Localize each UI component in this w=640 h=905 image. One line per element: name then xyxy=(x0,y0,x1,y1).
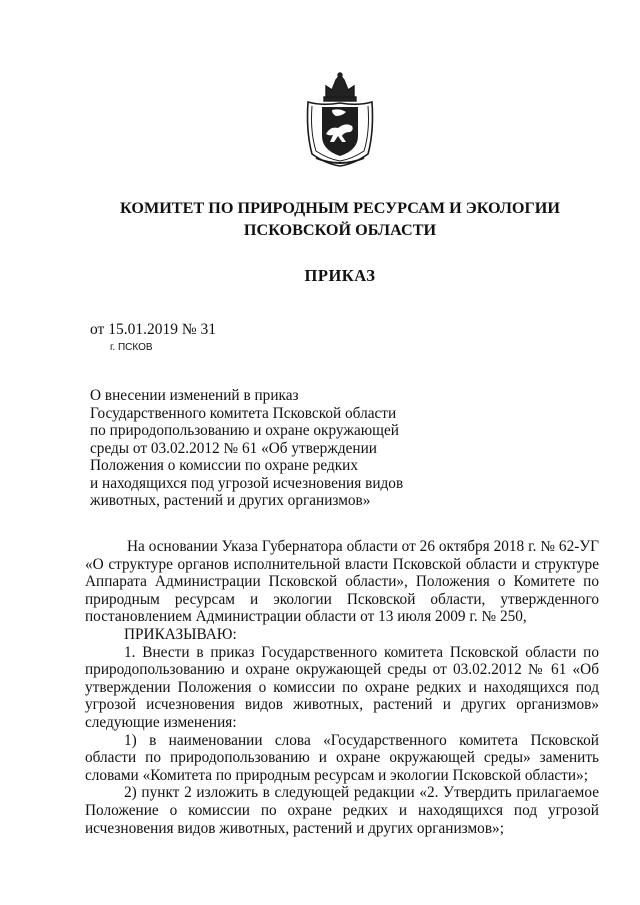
organization-line-2: ПСКОВСКОЙ ОБЛАСТИ xyxy=(243,221,437,239)
document-subject xyxy=(90,387,403,510)
organization-name xyxy=(100,197,580,241)
organization-line-1: КОМИТЕТ ПО ПРИРОДНЫМ РЕСУРСАМ И ЭКОЛОГИИ xyxy=(120,199,560,217)
item-1-subitem-1: 1) в наименовании слова «Государственного комитета Псковской области по природопользованию и охране окружающей среды» заменить словами «Комитета по природным ресурсам и экологии Псковской области»; xyxy=(85,731,599,784)
item-1-paragraph: 1. Внести в приказ Государственного комитета Псковской области по природопользованию и охране окружающей среды от 03.02.2012 № 61 «Об утверждении Положения о комиссии по охране редких и находящихся под угрозой исчезновения видов животных, растений и других организмов» следующие изменения: xyxy=(85,643,599,731)
order-word: ПРИКАЗЫВАЮ: xyxy=(124,625,237,643)
subject-line: животных, растений и других организмов» xyxy=(90,492,371,509)
subject-line: Положения о комиссии по охране редких xyxy=(90,457,359,474)
document-type: ПРИКАЗ xyxy=(304,266,376,285)
subject-line: Государственного комитета Псковской области xyxy=(90,404,397,422)
subject-line: среды от 03.02.2012 № 61 «Об утверждении xyxy=(90,439,377,457)
item-1-subitem-2: 2) пункт 2 изложить в следующей редакции «2. Утвердить прилагаемое Положение о комиссии по охране редких и находящихся под угрозой исчезновения видов животных, растений и других организмов»; xyxy=(85,784,599,837)
document-body xyxy=(85,538,599,837)
subject-line: и находящихся под угрозой исчезновения видов xyxy=(90,474,404,492)
subject-line: по природопользованию и охране окружающей xyxy=(90,422,399,439)
date-and-number: от 15.01.2019 № 31 xyxy=(90,321,216,338)
preamble-paragraph: На основании Указа Губернатора области от 26 октября 2018 г. № 62-УГ «О структуре органов исполнительной власти Псковской области и структуре Аппарата Администрации Псковской области», Положения о Комитете по природным ресурсам и экологии Псковской области, утвержденного постановлением Администрации области от 13 июля 2009 г. № 250, xyxy=(85,538,599,626)
subject-line: О внесении изменений в приказ xyxy=(90,387,299,404)
pskov-coat-of-arms-icon xyxy=(302,72,378,168)
city-label: г. ПСКОВ xyxy=(110,342,153,353)
